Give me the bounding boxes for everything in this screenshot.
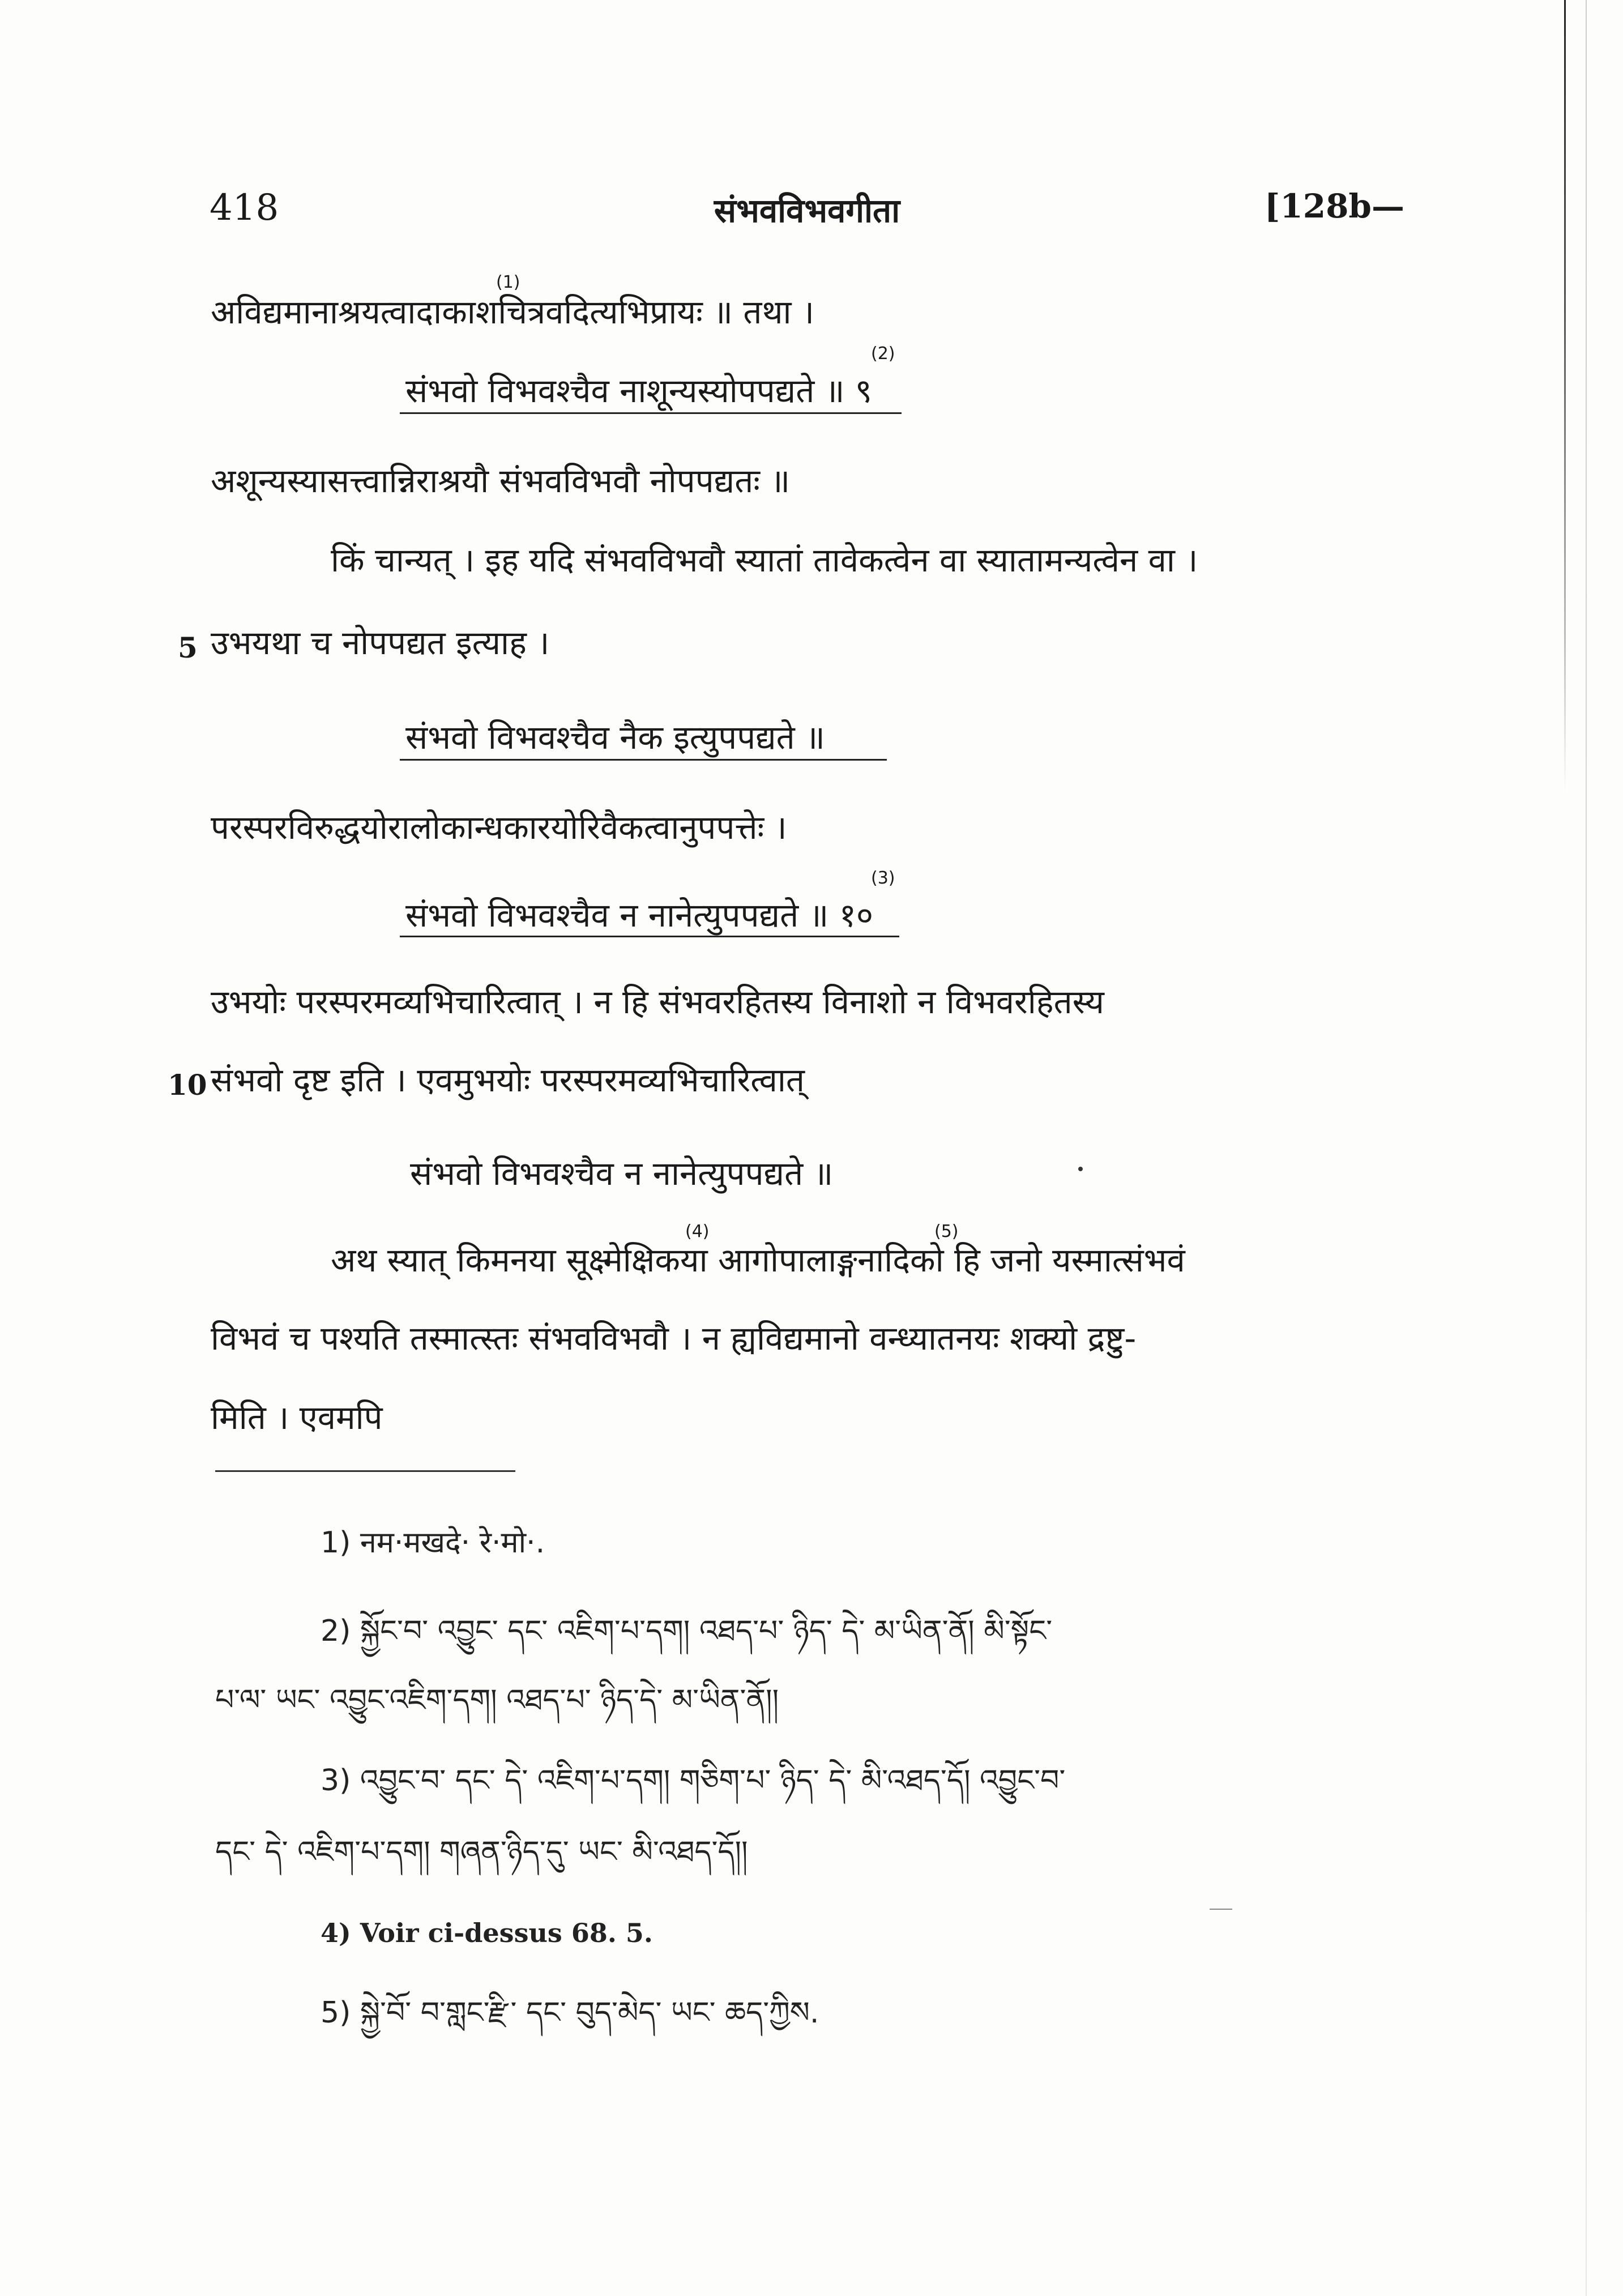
running-title: संभवविभवगीता <box>714 191 900 230</box>
footnote-2-continued: པ་ལ་ ཡང་ འབྱུང་འཇིག་དག། འཐད་པ་ ཉིད་དེ་ མ་ཡིན་ནོ།། <box>215 1683 779 1717</box>
verse-line: संभवो विभवश्चैव नैक इत्युपपद्यते ॥ <box>405 718 825 757</box>
footnote-3-continued: དང་ དེ་ འཇིག་པ་དག། གཞན་ཉིད་དུ་ ཡང་ མི་འཐད་དོ།། <box>215 1835 748 1869</box>
folio-reference: [128b— <box>1264 187 1404 225</box>
body-line: विभवं च पश्यति तस्मात्स्तः संभवविभवौ । न ह्यविद्यमानो वन्ध्यातनयः शक्यो द्रष्टु- <box>211 1319 1137 1358</box>
verse-underline <box>400 936 899 937</box>
verse-line: संभवो विभवश्चैव न नानेत्युपपद्यते ॥ <box>410 1154 834 1193</box>
note-mark: (5) <box>934 1222 959 1241</box>
body-line: उभयथा च नोपपद्यत इत्याह । <box>211 624 550 662</box>
scan-edge-line <box>1586 0 1587 2296</box>
note-mark: (2) <box>871 344 895 364</box>
footnote-2: 2) སྐྱོང་བ་ འབྱུང་ དང་ འཇིག་པ་དག། འཐད་པ་ ཉིད་ དེ་ མ་ཡིན་ནོ། མི་སྟོང་ <box>321 1614 1053 1648</box>
pencil-mark <box>1210 1909 1232 1910</box>
footnote-1: 1) नम·मखदे· रे·मो·. <box>321 1526 545 1560</box>
footnote-4: 4) Voir ci-dessus 68. 5. <box>321 1918 653 1948</box>
page-number: 418 <box>210 187 279 229</box>
note-mark: (1) <box>496 272 520 292</box>
verse-underline <box>400 412 902 414</box>
line-number: 10 <box>168 1068 207 1102</box>
verse-line: संभवो विभवश्चैव न नानेत्युपपद्यते ॥ १० <box>405 896 874 934</box>
body-line: संभवो दृष्ट इति । एवमुभयोः परस्परमव्यभिचारित्वात् <box>211 1061 805 1099</box>
body-line: किं चान्यत् । इह यदि संभवविभवौ स्यातां तावेकत्वेन वा स्यातामन्यत्वेन वा । <box>331 541 1198 579</box>
body-line: अथ स्यात् किमनया सूक्ष्मेक्षिकया आगोपालाङ्गनादिको हि जनो यस्मात्संभवं <box>331 1241 1185 1279</box>
body-line: मिति । एवमपि <box>211 1398 383 1437</box>
verse-underline <box>400 759 887 761</box>
footnote-3: 3) འབྱུང་བ་ དང་ དེ་ འཇིག་པ་དག། གཅིག་པ་ ཉིད་ དེ་ མི་འཐད་དོ། འབྱུང་བ་ <box>321 1764 1066 1798</box>
body-line: अविद्यमानाश्रयत्वादाकाशचित्रवदित्यभिप्रायः ॥ तथा । <box>211 293 814 331</box>
note-mark: (4) <box>685 1222 710 1241</box>
verse-line: संभवो विभवश्चैव नाशून्यस्योपपद्यते ॥ ९ <box>405 372 873 410</box>
body-line: परस्परविरुद्धयोरालोकान्धकारयोरिवैकत्वानुपपत्तेः । <box>211 808 787 847</box>
body-line: उभयोः परस्परमव्यभिचारित्वात् । न हि संभवरहितस्य विनाशो न विभवरहितस्य <box>211 983 1104 1021</box>
footnote-separator <box>215 1470 515 1472</box>
page-header <box>210 187 1404 244</box>
body-line: अशून्यस्यासत्त्वान्निराश्रयौ संभवविभवौ नोपपद्यतः ॥ <box>211 462 791 500</box>
line-number: 5 <box>178 631 198 664</box>
ink-speck <box>1078 1167 1083 1171</box>
note-mark: (3) <box>871 868 895 888</box>
footnote-5: 5) སྐྱེ་བོ་ བ་གླང་རྫི་ དང་ བུད་མེད་ ཡང་ ཆད་ཀྱིས. <box>321 1996 819 2030</box>
scan-edge-line <box>1564 0 1566 793</box>
